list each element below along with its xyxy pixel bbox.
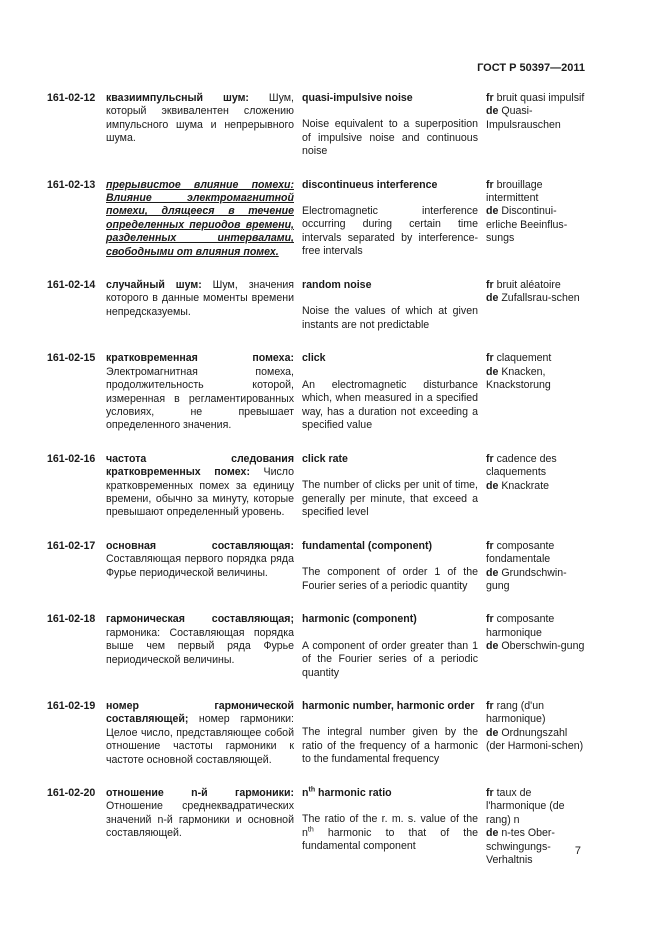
other-languages (486, 92, 586, 132)
english-text: The number of clicks per unit of time, generally per minute, that exceed a specified level (302, 479, 478, 518)
german-term: Grundschwin-gung (486, 566, 567, 592)
lang-de: de (486, 479, 499, 492)
lang-fr: fr (486, 279, 494, 292)
french-term: claquement (496, 352, 552, 365)
french-term: cadence des claquements (486, 452, 557, 479)
english-term: harmonic number, harmonic order (302, 700, 475, 712)
russian-definition (106, 352, 294, 432)
english-definition (302, 179, 478, 259)
lang-de: de (486, 827, 499, 840)
german-term: Knackrate (501, 479, 550, 492)
russian-definition (106, 613, 294, 667)
entry-number: 161-02-15 (47, 352, 96, 365)
russian-text: Составляющая первого порядка ряда Фурье периодической величины. (106, 553, 294, 579)
russian-term: частота следования кратковременных помех: (106, 452, 294, 479)
entry-number: 161-02-18 (47, 613, 96, 626)
entry-number: 161-02-13 (47, 178, 96, 191)
lang-fr: fr (486, 452, 494, 465)
german-term: Knacken, Knackstorung (486, 365, 551, 392)
lang-fr: fr (486, 700, 494, 712)
other-languages (486, 613, 586, 653)
page-header: ГОСТ Р 50397—2011 (477, 62, 585, 74)
french-term: bruit quasi impulsif (496, 92, 585, 104)
lang-fr: fr (486, 787, 494, 800)
lang-de: de (486, 566, 499, 579)
glossary-entry (47, 453, 595, 520)
german-term: n-tes Ober-schwingungs-Verhaltnis (486, 827, 555, 867)
lang-fr: fr (486, 92, 494, 104)
german-term: Quasi-Impulsrauschen (486, 105, 561, 131)
french-term: composante fondamentale (486, 539, 555, 566)
german-term: Oberschwin-gung (501, 640, 585, 653)
other-languages (486, 453, 586, 493)
other-languages (486, 787, 586, 867)
french-term: taux de l'harmonique (de rang) n (486, 787, 565, 826)
french-term: composante harmonique (486, 613, 555, 639)
glossary-entry (47, 787, 595, 867)
russian-term: прерывистое влияние помехи: (106, 178, 294, 191)
russian-text: Электромагнитная помеха, продолжительность которой, измеренная в регламентированных условиях, не превышает определенного значения. (106, 365, 294, 432)
entry-number: 161-02-14 (47, 279, 96, 292)
english-definition (302, 787, 478, 854)
entry-number: 161-02-16 (47, 452, 96, 465)
entry-number: 161-02-17 (47, 539, 96, 552)
glossary-entry (47, 352, 595, 432)
russian-text: номер гармоники: Целое число, представляющее собой отношение частоты гармоники к частоте основной составляющей. (106, 713, 294, 766)
glossary-entry (47, 613, 595, 680)
lang-de: de (486, 292, 499, 305)
english-term: random noise (302, 279, 372, 292)
german-term: Ordnungszahl (der Harmoni-schen) (486, 726, 584, 753)
english-term: $n^{th}$ harmonic ratio (302, 786, 392, 800)
russian-text: Число кратковременных помех за единицу времени, обычно за минуту, которые превышают определенный уровень. (106, 466, 294, 519)
glossary-entries (47, 92, 595, 887)
russian-definition (106, 179, 294, 259)
glossary-entry (47, 700, 595, 767)
glossary-entry (47, 92, 595, 159)
russian-term: квазиимпульсный шум: (106, 92, 249, 104)
lang-fr: fr (486, 613, 494, 626)
entry-number: 161-02-12 (47, 92, 96, 104)
french-term: bruit aléatoire (496, 279, 561, 292)
english-definition (302, 279, 478, 332)
page-number: 7 (574, 845, 581, 857)
glossary-entry (47, 279, 595, 332)
russian-term: основная составляющая: (106, 539, 294, 552)
other-languages (486, 352, 586, 392)
french-term: rang (d'un harmonique) (486, 700, 546, 726)
english-definition (302, 92, 478, 159)
lang-de: de (486, 105, 499, 118)
other-languages (486, 540, 586, 594)
english-term: harmonic (component) (302, 613, 417, 626)
english-term: click (302, 352, 326, 365)
russian-term: гармоническая составляющая; (106, 613, 294, 626)
lang-de: de (486, 726, 499, 739)
lang-fr: fr (486, 539, 494, 552)
lang-fr: fr (486, 352, 494, 365)
russian-text: Шум, который эквивалентен сложению импульсного шума и непрерывного шума. (106, 92, 294, 145)
russian-definition (106, 787, 294, 841)
glossary-entry (47, 540, 595, 594)
english-text: An electromagnetic disturbance which, when measured in a specified way, has a duration not exceeding a specified value (302, 378, 478, 431)
russian-definition (106, 453, 294, 520)
russian-definition (106, 540, 294, 580)
lang-de: de (486, 640, 499, 653)
russian-text: гармоника: Составляющая порядка выше чем первый ряда Фурье периодической величины. (106, 626, 294, 666)
english-term: click rate (302, 452, 348, 465)
english-term: quasi-impulsive noise (302, 92, 413, 104)
lang-de: de (486, 205, 499, 218)
other-languages (486, 279, 586, 306)
glossary-entry (47, 179, 595, 259)
german-term: Zufallsrau-schen (501, 292, 580, 305)
english-text: Noise equivalent to a superposition of impulsive noise and continuous noise (302, 118, 478, 158)
russian-term: отношение n-й гармоники: (106, 787, 294, 800)
entry-number: 161-02-19 (47, 700, 96, 712)
english-definition (302, 613, 478, 680)
russian-definition (106, 279, 294, 319)
english-text: A component of order greater than 1 of the Fourier series of a periodic quantity (302, 639, 478, 679)
other-languages (486, 179, 586, 246)
english-term: fundamental (component) (302, 539, 433, 552)
english-definition (302, 540, 478, 593)
russian-definition (106, 92, 294, 146)
english-text: Noise the values of which at given instants are not predictable (302, 305, 478, 331)
english-definition (302, 453, 478, 520)
english-text: The component of order 1 of the Fourier series of a periodic quantity (302, 566, 478, 592)
english-definition (302, 700, 478, 767)
lang-de: de (486, 365, 499, 378)
english-text: The integral number given by the ratio of the frequency of a harmonic to the fundamental frequency (302, 726, 478, 766)
russian-text: Отношение среднеквадратических значений n-й гармоники и основной составляющей. (106, 800, 294, 840)
russian-term: кратковременная помеха: (106, 352, 294, 365)
entry-number: 161-02-20 (47, 787, 96, 800)
english-definition (302, 352, 478, 432)
english-text: The ratio of the r. m. s. value of the $n^{th}$ harmonic to that of the fundamental component (302, 813, 478, 853)
russian-term: номер гармонической составляющей; (106, 700, 294, 726)
russian-term: случайный шум: (106, 279, 202, 292)
english-term: discontinueus interference (302, 178, 438, 191)
german-term: Discontinui-erliche Beeinflus-sungs (486, 205, 568, 245)
french-term: brouillage intermittent (486, 178, 543, 205)
lang-fr: fr (486, 178, 494, 191)
english-text: Electromagnetic interference occurring during certain time intervals separated by interference-free intervals (302, 205, 478, 258)
russian-text: Шум, значения которого в данные моменты времени непредсказуемы. (106, 279, 294, 318)
russian-definition (106, 700, 294, 767)
russian-text: Влияние электромагнитной помехи, длящееся в течение определенных периодов времени, разделенных интервалами, свободными от влияния помех. (106, 192, 294, 258)
other-languages (486, 700, 586, 754)
